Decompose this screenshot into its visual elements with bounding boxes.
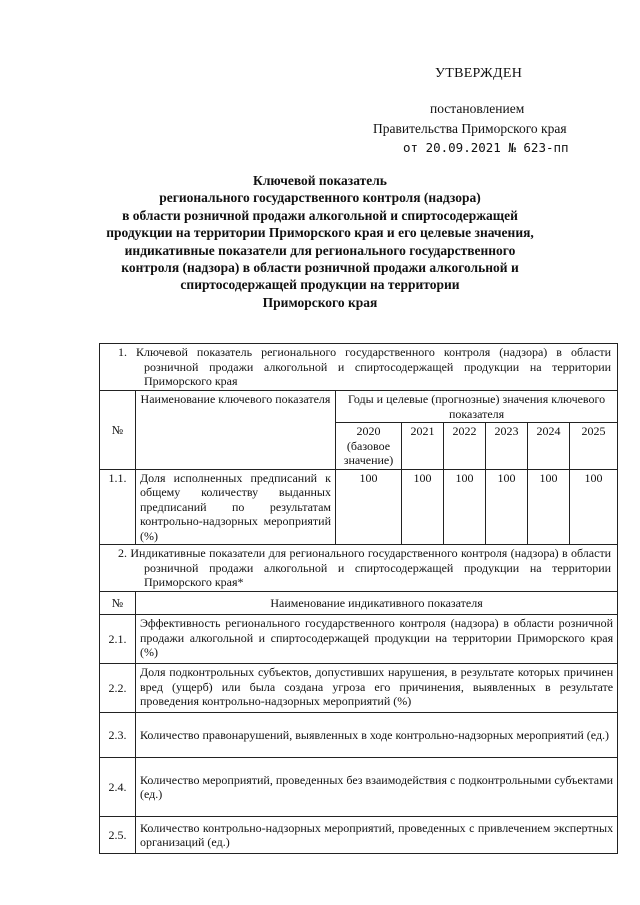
- document-title: [80, 172, 560, 311]
- row-number: 2.2.: [100, 664, 136, 713]
- col-header-number: №: [100, 391, 136, 470]
- table-row: [100, 817, 618, 854]
- approval-government: Правительства Приморского края: [373, 121, 567, 136]
- approval-stamp-title: УТВЕРЖДЕН: [435, 66, 523, 81]
- title-line: продукции на территории Приморского края и его целевые значения,: [106, 225, 534, 241]
- header-row: [100, 592, 618, 615]
- year-header: 2021: [402, 423, 444, 470]
- year-header: 2022: [444, 423, 486, 470]
- title-line: спиртосодержащей продукции на территории: [180, 277, 460, 293]
- year-header: 2024: [528, 423, 570, 470]
- indicative-indicator-name: Количество мероприятий, проведенных без взаимодействия с подконтрольными субъектами (ед.): [136, 758, 618, 817]
- target-value: 100: [402, 469, 444, 545]
- title-line: регионального государственного контроля (надзора): [159, 190, 481, 206]
- section-2-heading: 2. Индикативные показатели для регионального государственного контроля (надзора) в области розничной продажи алкогольной и спиртосодержащей продукции на территории Приморского края*: [100, 545, 618, 592]
- col-header-indicative-name: Наименование индикативного показателя: [136, 592, 618, 615]
- indicative-indicator-name: Количество правонарушений, выявленных в ходе контрольно-надзорных мероприятий (ед.): [136, 713, 618, 758]
- table-row: [100, 615, 618, 664]
- row-number: 2.1.: [100, 615, 136, 664]
- row-number: 2.5.: [100, 817, 136, 854]
- section-2-heading-row: [100, 545, 618, 592]
- table-row: [100, 758, 618, 817]
- col-header-key-indicator-name: Наименование ключевого показателя: [136, 391, 336, 470]
- target-value: 100: [570, 469, 618, 545]
- year-header: 2020 (базовое значение): [336, 423, 402, 470]
- indicative-indicator-name: Эффективность регионального государственного контроля (надзора) в области розничной продажи алкогольной и спиртосодержащей продукции на территории Приморского края (%): [136, 615, 618, 664]
- title-line: контроля (надзора) в области розничной продажи алкогольной и: [121, 260, 519, 276]
- table-row: [100, 713, 618, 758]
- row-number: 2.3.: [100, 713, 136, 758]
- year-header: 2023: [486, 423, 528, 470]
- target-value: 100: [486, 469, 528, 545]
- header-row: [100, 391, 618, 423]
- target-value: 100: [528, 469, 570, 545]
- approval-by-resolution: постановлением: [430, 101, 525, 116]
- col-header-years: Годы и целевые (прогнозные) значения ключевого показателя: [336, 391, 618, 423]
- col-header-number: №: [100, 592, 136, 615]
- section-1-heading-row: [100, 344, 618, 391]
- row-number: 2.4.: [100, 758, 136, 817]
- key-indicator-name: Доля исполненных предписаний к общему количеству выданных предписаний по результатам контрольно-надзорных мероприятий (%): [136, 469, 336, 545]
- row-number: 1.1.: [100, 469, 136, 545]
- table-row: [100, 664, 618, 713]
- title-line: Ключевой показатель: [253, 173, 387, 188]
- table-row: [100, 469, 618, 545]
- target-value: 100: [444, 469, 486, 545]
- indicative-indicator-name: Количество контрольно-надзорных мероприятий, проведенных с привлечением экспертных организаций (ед.): [136, 817, 618, 854]
- title-line: индикативные показатели для регионального государственного: [124, 242, 516, 258]
- indicators-table: [99, 343, 618, 854]
- title-line: в области розничной продажи алкогольной и спиртосодержащей: [122, 207, 518, 223]
- title-line: Приморского края: [262, 294, 378, 310]
- approval-date-number: от 20.09.2021 № 623-пп: [403, 140, 569, 155]
- target-value: 100: [336, 469, 402, 545]
- indicative-indicator-name: Доля подконтрольных субъектов, допустивших нарушения, в результате которых причинен вред (ущерб) или была создана угроза его причинения, выявленных в результате проведения контрольно-надзорных мероприятий (%): [136, 664, 618, 713]
- section-1-heading: 1. Ключевой показатель регионального государственного контроля (надзора) в области розничной продажи алкогольной и спиртосодержащей продукции на территории Приморского края: [100, 344, 618, 391]
- year-header: 2025: [570, 423, 618, 470]
